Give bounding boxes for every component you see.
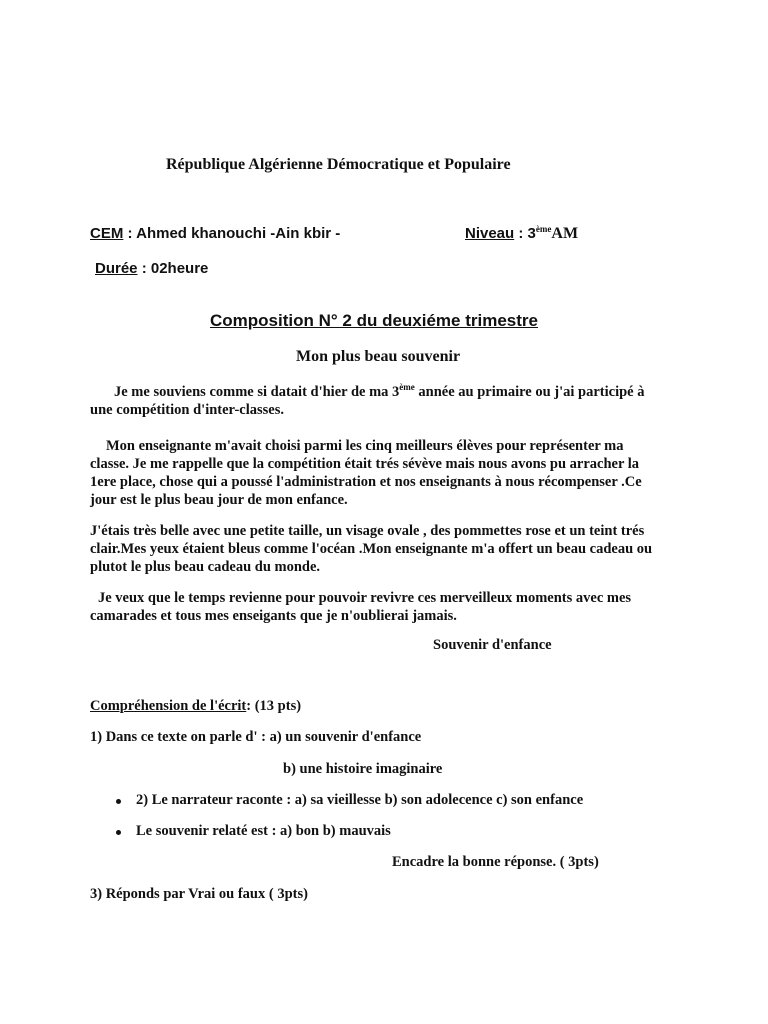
republic-title: République Algérienne Démocratique et Populaire: [166, 156, 511, 173]
p2-line: 1ere place, chose qui a poussé l'administration et nos enseignants à nous récompenser .Ce: [90, 474, 642, 490]
signature: Souvenir d'enfance: [433, 637, 552, 653]
p1-sup: ème: [399, 382, 415, 392]
comprehension-heading: [90, 698, 301, 715]
bullet-icon: [116, 830, 121, 835]
p3-line: clair.Mes yeux étaient bleus comme l'océan .Mon enseignante m'a offert un beau cadeau ou: [90, 541, 653, 557]
p1-text-b: année au primaire ou j'ai participé à: [414, 384, 645, 400]
niveau-sup: ème: [535, 224, 552, 234]
question-1: 1) Dans ce texte on parle d' : a) un souvenir d'enfance: [90, 729, 422, 745]
p2-line: classe. Je me rappelle que la compétition était trés sévève mais nous avons pu arracher la: [90, 456, 640, 472]
p1-line-2: une compétition d'inter-classes.: [90, 402, 284, 418]
duree-value: : 02heure: [137, 260, 209, 277]
paragraph-1: [90, 383, 690, 419]
p1-text-a: Je me souviens comme si datait d'hier de ma 3: [114, 384, 400, 400]
question-2b: Le souvenir relaté est : a) bon b) mauvais: [136, 823, 391, 839]
paragraph-3: [90, 522, 690, 576]
niveau-suffix: AM: [551, 225, 579, 242]
cem-value: : Ahmed khanouchi -Ain kbir -: [123, 225, 341, 242]
cem-label: CEM: [90, 225, 124, 242]
paragraph-4: [90, 589, 690, 625]
p4-line: camarades et tous mes enseigants que je n'oublierai jamais.: [90, 608, 457, 624]
comprehension-label: Compréhension de l'écrit: [90, 698, 247, 714]
bullet-icon: [116, 799, 121, 804]
niveau-label: Niveau: [465, 225, 515, 242]
p2-line: jour est le plus beau jour de mon enfance.: [90, 492, 348, 508]
niveau-line: [465, 225, 578, 243]
p3-line: J'étais très belle avec une petite taille, un visage ovale , des pommettes rose et un teint trés: [90, 523, 645, 539]
niveau-colon: : 3: [514, 225, 536, 242]
duree-line: [95, 260, 208, 277]
cem-line: [90, 225, 340, 242]
question-2: 2) Le narrateur raconte : a) sa vieillesse b) son adolecence c) son enfance: [136, 792, 584, 808]
p3-line: plutot le plus beau cadeau du monde.: [90, 559, 321, 575]
p2-line: Mon enseignante m'avait choisi parmi les cinq meilleurs élèves pour représenter ma: [106, 438, 624, 454]
composition-title: Composition N° 2 du deuxiéme trimestre: [210, 311, 538, 330]
paragraph-2: [90, 437, 690, 509]
text-title: Mon plus beau souvenir: [296, 348, 461, 365]
duree-label: Durée: [95, 260, 138, 277]
comprehension-points: : (13 pts): [246, 698, 302, 714]
question-1-option-b: b) une histoire imaginaire: [283, 761, 443, 777]
p4-line: Je veux que le temps revienne pour pouvoir revivre ces merveilleux moments avec mes: [98, 590, 632, 606]
instruction: Encadre la bonne réponse. ( 3pts): [392, 854, 599, 870]
question-3: 3) Réponds par Vrai ou faux ( 3pts): [90, 886, 308, 902]
